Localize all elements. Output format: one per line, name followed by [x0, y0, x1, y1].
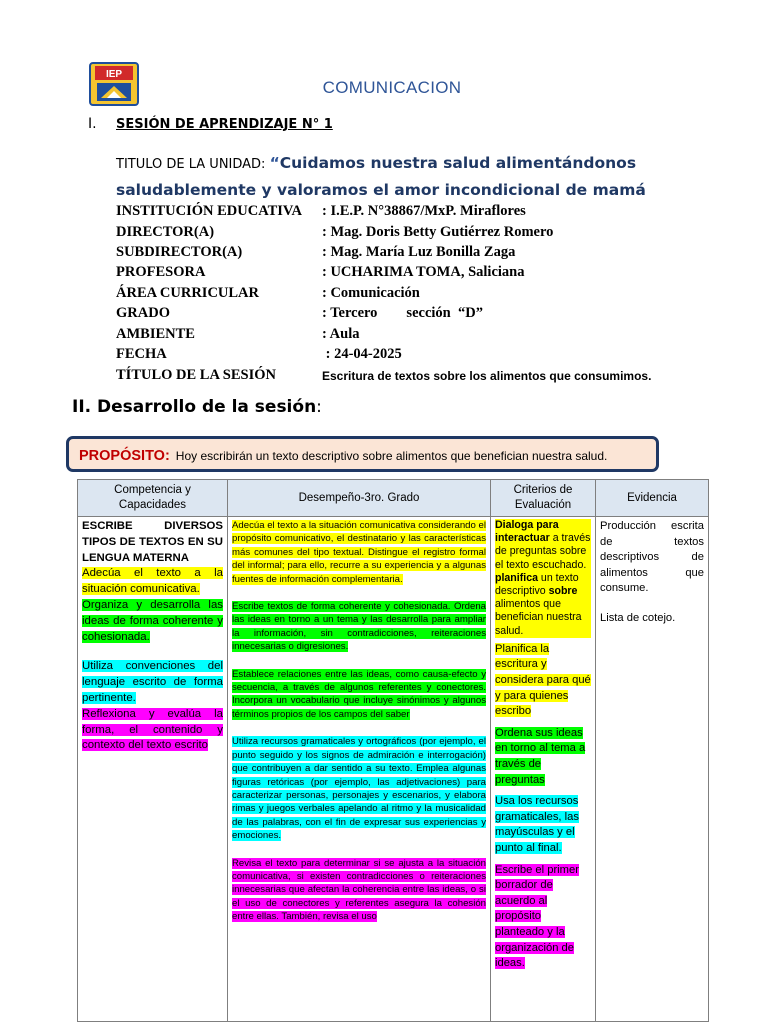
desempeno-item: Utiliza recursos gramaticales y ortográficos (por ejemplo, el punto seguido y los signos de admiración e interrogación) que contribuyen a dar sentido a su texto. Emplea algunas figuras retóricas (por ejemplo, las adjetivaciones) para caracterizar personas, personajes y escenarios, y elabora rimas y juegos verbales apelando al ritmo y la musicalidad de las palabras, con el fin de expresar sus experiencias y emociones.	[232, 736, 486, 842]
header-criterios: Criterios de Evaluación	[491, 480, 596, 517]
desempeno-cell	[228, 517, 491, 1022]
purpose-text: Hoy escribirán un texto descriptivo sobre alimentos que benefician nuestra salud.	[175, 449, 608, 463]
evidencia-lista: Lista de cotejo.	[600, 611, 676, 624]
capacidad-item: Adecúa el texto a la situación comunicativa.	[82, 567, 223, 596]
criterios-cell	[491, 517, 596, 1022]
info-key: INSTITUCIÓN EDUCATIVA	[116, 203, 302, 219]
info-value: : 24-04-2025	[322, 346, 402, 362]
header-evidencia: Evidencia	[596, 480, 709, 517]
competencia-title: ESCRIBE DIVERSOS TIPOS DE TEXTOS EN SU LENGUA MATERNA	[82, 520, 223, 564]
section-1-heading	[88, 116, 333, 132]
capacidad-item: Reflexiona y evalúa la forma, el contenido y contexto del texto escrito	[82, 707, 223, 752]
unit-title-quote: “	[269, 154, 280, 172]
competencia-cell	[78, 517, 228, 1022]
criterio-item: Planifica la escritura y considera para qué y para quienes escribo	[495, 642, 591, 718]
unit-title-label: TITULO DE LA UNIDAD:	[116, 157, 270, 172]
info-value: : Comunicación	[322, 285, 420, 301]
document-title: COMUNICACION	[322, 78, 462, 97]
purpose-label: PROPÓSITO:	[79, 448, 170, 464]
criterio-item: Ordena sus ideas en torno al tema a través de preguntas	[495, 726, 586, 786]
criterio-dialoga: Dialoga para interactuar a través de preguntas sobre el texto escuchado. planifica un texto descriptivo sobre alimentos que benefician nuestra salud.	[495, 519, 591, 637]
info-key: GRADO	[116, 305, 170, 321]
info-key: FECHA	[116, 346, 167, 362]
info-value: : Mag. María Luz Bonilla Zaga	[322, 244, 516, 260]
purpose-box	[66, 436, 659, 472]
header-desempeno: Desempeño-3ro. Grado	[228, 480, 491, 517]
evaluation-table	[77, 479, 709, 1022]
section-2-heading	[72, 397, 322, 417]
info-value: : I.E.P. N°38867/MxP. Miraflores	[322, 203, 526, 219]
section-2-colon: :	[316, 397, 322, 417]
unit-title-value: Cuidamos nuestra salud alimentándonos saludablemente y valoramos el amor incondicional de mamá	[116, 154, 646, 199]
info-key: PROFESORA	[116, 264, 206, 280]
section-2-label: II. Desarrollo de la sesión	[72, 397, 317, 417]
capacidad-item: Organiza y desarrolla las ideas de forma coherente y cohesionada.	[82, 598, 223, 643]
info-value: : Mag. Doris Betty Gutiérrez Romero	[322, 224, 554, 240]
criterio-item: Escribe el primer borrador de acuerdo al propósito planteado y la organización de ideas.	[495, 863, 579, 970]
desempeno-item: Escribe textos de forma coherente y cohesionada. Ordena las ideas en torno a un tema y las desarrolla para ampliar la información, sin contradicciones, reiteraciones innecesarias o digresiones.	[232, 601, 486, 653]
evidencia-cell	[596, 517, 709, 1022]
desempeno-item: Revisa el texto para determinar si se ajusta a la situación comunicativa, si existen contradicciones o reiteraciones innecesarias que afectan la coherencia entre las ideas, o si el uso de conectores y referentes asegura la cohesión entre ellas. También, revisa el uso	[232, 857, 486, 923]
info-value: Escritura de textos sobre los alimentos que consumimos.	[322, 369, 652, 383]
section-1-label: SESIÓN DE APRENDIZAJE N° 1	[116, 117, 333, 132]
criterio-item: Usa los recursos gramaticales, las mayúsculas y el punto al final.	[495, 795, 579, 854]
desempeno-item: Establece relaciones entre las ideas, como causa-efecto y secuencia, a través de algunos referentes y conectores. Incorpora un vocabulario que incluye sinónimos y algunos términos propios de los campos del saber	[232, 668, 486, 720]
section-1-number: I.	[88, 116, 97, 132]
info-key: SUBDIRECTOR(A)	[116, 244, 243, 260]
info-value: : Tercero sección “D”	[322, 305, 483, 321]
svg-text:IEP: IEP	[105, 69, 123, 80]
unit-title	[116, 150, 716, 203]
info-value: : Aula	[322, 326, 360, 342]
info-key: DIRECTOR(A)	[116, 224, 215, 240]
info-key: TÍTULO DE LA SESIÓN	[116, 367, 276, 383]
info-key: ÁREA CURRICULAR	[116, 285, 259, 301]
header-competencia: Competencia y Capacidades	[78, 480, 228, 517]
desempeno-item: Adecúa el texto a la situación comunicativa considerando el propósito comunicativo, el destinatario y las características más comunes del tipo textual. Distingue el registro formal del informal; para ello, recurre a su experiencia y a algunas fuentes de información complementaria.	[232, 520, 486, 585]
evidencia-produccion: Producción escrita de textos descriptivos de alimentos que consume.	[600, 520, 704, 595]
capacidad-item: Utiliza convenciones del lenguaje escrito de forma pertinente.	[82, 660, 223, 704]
info-key: AMBIENTE	[116, 326, 195, 342]
info-value: : UCHARIMA TOMA, Saliciana	[322, 264, 525, 280]
